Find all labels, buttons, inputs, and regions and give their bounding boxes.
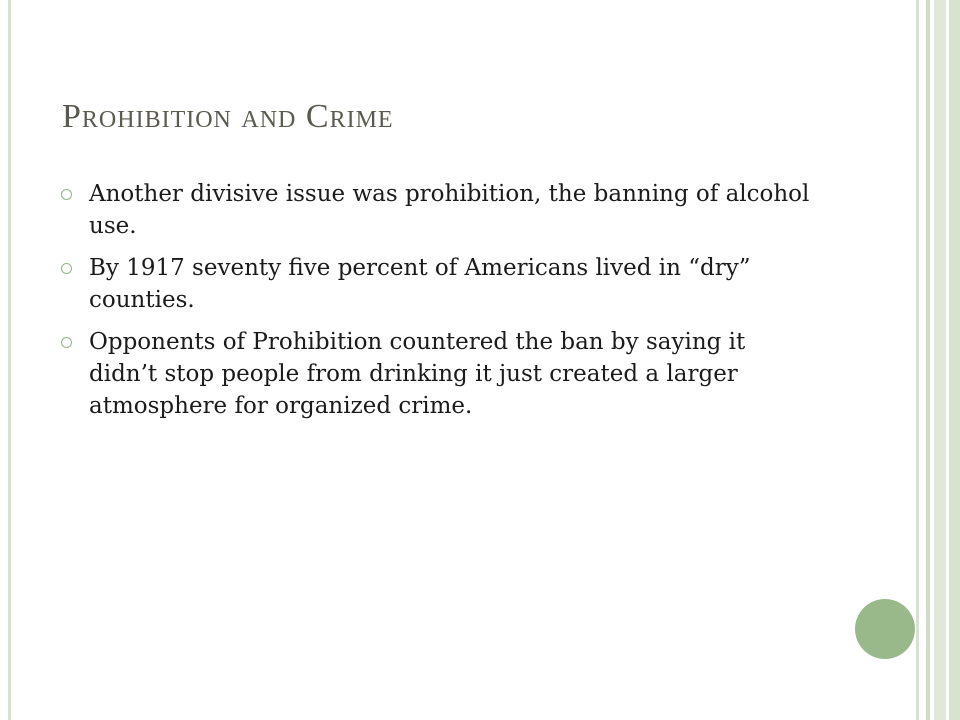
bullet-text: By 1917 seventy five percent of Americans lived in “dry” counties. — [89, 255, 751, 313]
green-circle-decoration — [855, 599, 915, 659]
bullet-text: Another divisive issue was prohibition, the banning of alcohol use. — [89, 181, 810, 239]
slide-title: Prohibition and Crime — [62, 98, 394, 135]
bullet-list — [60, 178, 820, 432]
bullet-item — [60, 252, 820, 316]
ring-bullet-icon — [61, 189, 72, 200]
frame-stripe — [934, 0, 946, 720]
ring-bullet-icon — [61, 263, 72, 274]
frame-stripe — [949, 0, 960, 720]
right-frame-stripes — [916, 0, 960, 720]
left-frame-line — [8, 0, 11, 720]
bullet-item — [60, 326, 820, 422]
ring-bullet-icon — [61, 337, 72, 348]
bullet-item — [60, 178, 820, 242]
bullet-text: Opponents of Prohibition countered the ban by saying it didn’t stop people from drinking it just created a larger atmosphere for organized crime. — [89, 329, 746, 419]
